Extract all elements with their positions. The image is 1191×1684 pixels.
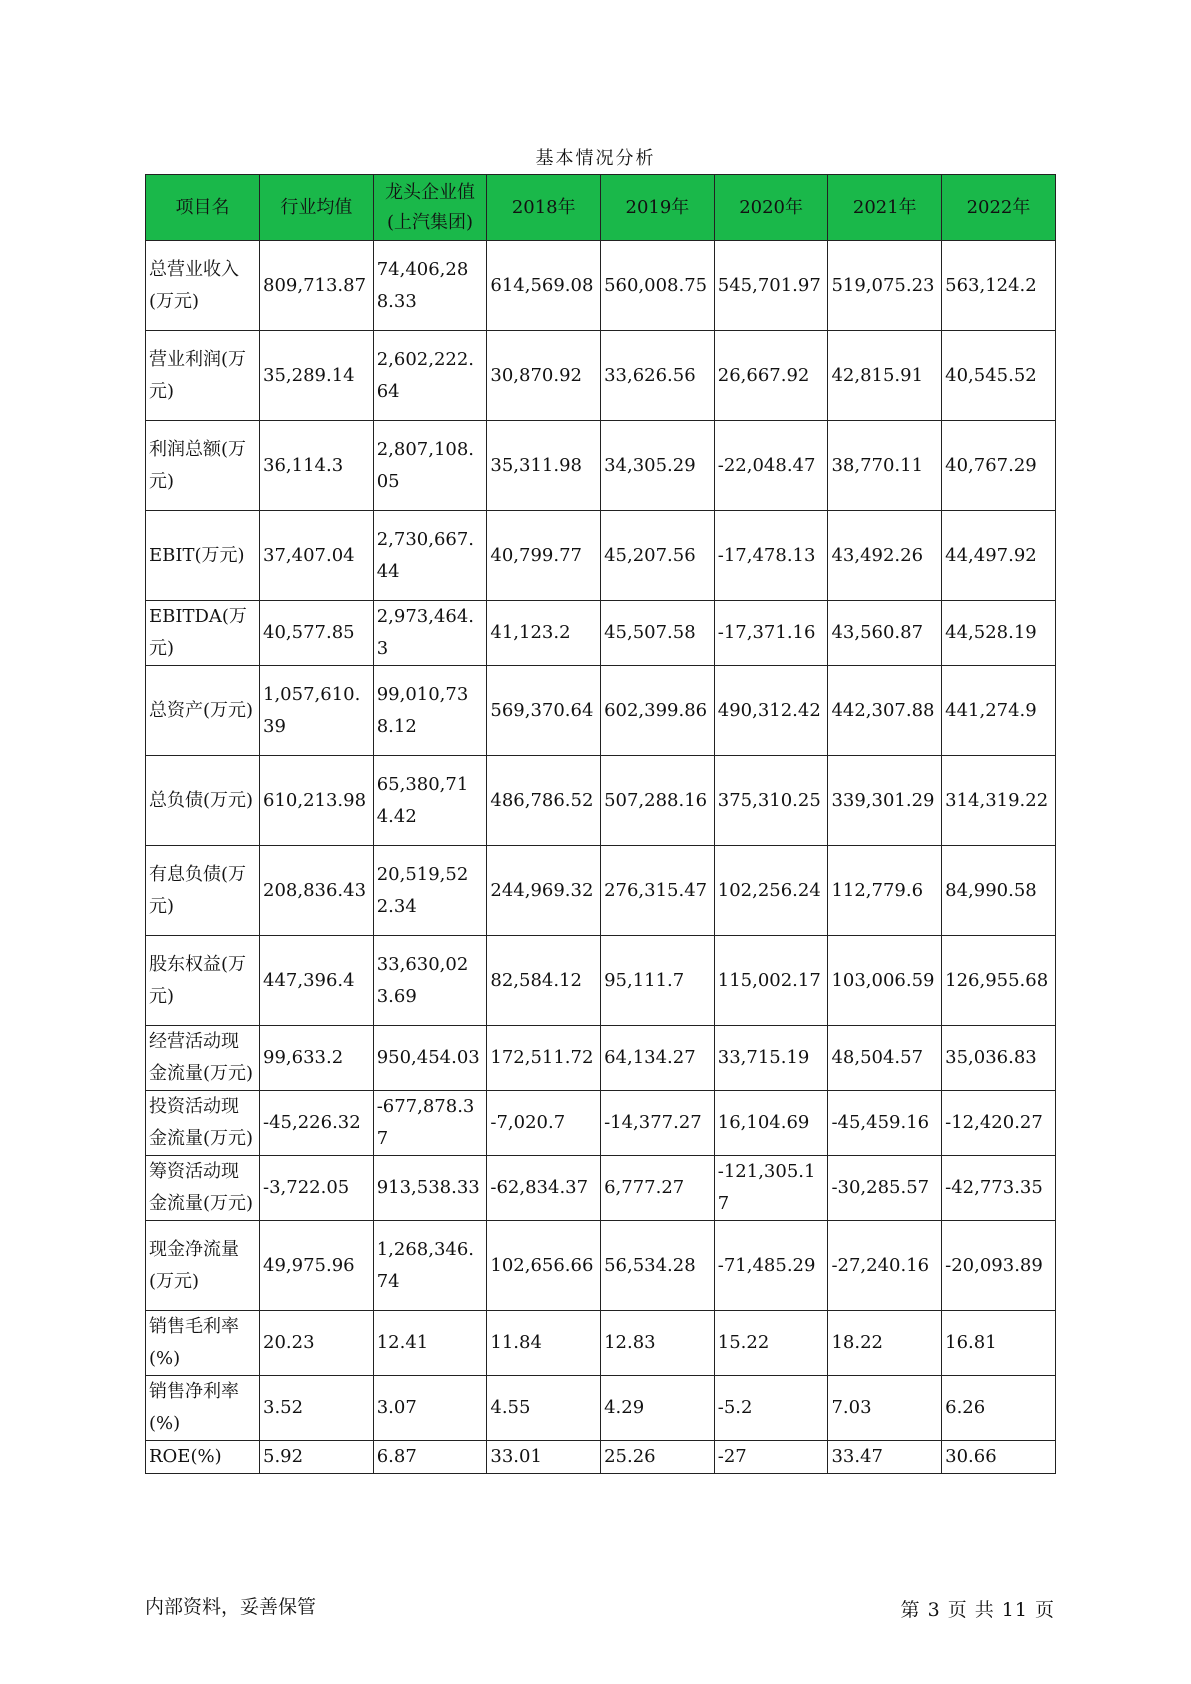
table-cell: 102,656.66 [487,1221,601,1311]
table-cell: 102,256.24 [714,846,828,936]
table-cell: 1,057,610.39 [260,666,374,756]
table-cell: 48,504.57 [828,1026,942,1091]
row-label: 总负债(万元) [146,756,260,846]
table-cell: -22,048.47 [714,421,828,511]
table-row [146,846,1056,936]
table-row [146,936,1056,1026]
table-row [146,1376,1056,1441]
row-label: 经营活动现金流量(万元) [146,1026,260,1091]
table-cell: 913,538.33 [373,1156,487,1221]
row-label: 营业利润(万元) [146,331,260,421]
table-cell: 25.26 [601,1441,715,1474]
table-cell: 18.22 [828,1311,942,1376]
row-label: 总资产(万元) [146,666,260,756]
table-row [146,666,1056,756]
table-cell: -71,485.29 [714,1221,828,1311]
table-row [146,421,1056,511]
page-title: 基本情况分析 [535,148,656,169]
table-cell: 64,134.27 [601,1026,715,1091]
row-label: 利润总额(万元) [146,421,260,511]
table-cell: 490,312.42 [714,666,828,756]
table-row [146,511,1056,601]
table-cell: 43,560.87 [828,601,942,666]
table-cell: 545,701.97 [714,241,828,331]
table-cell: 115,002.17 [714,936,828,1026]
table-cell: 33.01 [487,1441,601,1474]
table-cell: 314,319.22 [942,756,1056,846]
table-cell: 447,396.4 [260,936,374,1026]
table-cell: -12,420.27 [942,1091,1056,1156]
table-cell: 2,973,464.3 [373,601,487,666]
table-cell: 950,454.03 [373,1026,487,1091]
table-cell: 2,602,222.64 [373,331,487,421]
financial-table [145,174,1056,1474]
table-row [146,756,1056,846]
table-cell: 43,492.26 [828,511,942,601]
table-cell: -27 [714,1441,828,1474]
table-cell: 2,730,667.44 [373,511,487,601]
table-cell: 16,104.69 [714,1091,828,1156]
table-cell: 614,569.08 [487,241,601,331]
header-leader: 龙头企业值(上汽集团) [373,175,487,241]
table-body [146,241,1056,1474]
table-cell: 45,207.56 [601,511,715,601]
header-2021: 2021年 [828,175,942,241]
table-cell: 1,268,346.74 [373,1221,487,1311]
row-label: 股东权益(万元) [146,936,260,1026]
row-label: 现金净流量(万元) [146,1221,260,1311]
table-cell: 3.52 [260,1376,374,1441]
table-cell: 610,213.98 [260,756,374,846]
footer-confidential: 内部资料，妥善保管 [145,1596,317,1618]
table-row [146,1311,1056,1376]
table-cell: -7,020.7 [487,1091,601,1156]
header-industry-avg: 行业均值 [260,175,374,241]
table-cell: 34,305.29 [601,421,715,511]
table-cell: 507,288.16 [601,756,715,846]
table-cell: -17,371.16 [714,601,828,666]
table-row [146,601,1056,666]
table-cell: -30,285.57 [828,1156,942,1221]
table-cell: -121,305.17 [714,1156,828,1221]
table-cell: 442,307.88 [828,666,942,756]
table-cell: 33,715.19 [714,1026,828,1091]
table-row [146,1221,1056,1311]
row-label: ROE(%) [146,1441,260,1474]
table-cell: 99,633.2 [260,1026,374,1091]
table-cell: 519,075.23 [828,241,942,331]
table-cell: 33,626.56 [601,331,715,421]
table-cell: 172,511.72 [487,1026,601,1091]
table-cell: 84,990.58 [942,846,1056,936]
table-row [146,1156,1056,1221]
table-cell: 11.84 [487,1311,601,1376]
table-cell: 37,407.04 [260,511,374,601]
row-label: 投资活动现金流量(万元) [146,1091,260,1156]
table-cell: -3,722.05 [260,1156,374,1221]
table-cell: 33.47 [828,1441,942,1474]
table-cell: 20,519,522.34 [373,846,487,936]
table-cell: 6.87 [373,1441,487,1474]
table-cell: 375,310.25 [714,756,828,846]
table-cell: -45,226.32 [260,1091,374,1156]
table-cell: 30.66 [942,1441,1056,1474]
header-2019: 2019年 [601,175,715,241]
header-2020: 2020年 [714,175,828,241]
row-label: 有息负债(万元) [146,846,260,936]
table-cell: 49,975.96 [260,1221,374,1311]
table-cell: 103,006.59 [828,936,942,1026]
table-cell: 95,111.7 [601,936,715,1026]
table-cell: 99,010,738.12 [373,666,487,756]
table-cell: -27,240.16 [828,1221,942,1311]
table-cell: 12.41 [373,1311,487,1376]
table-cell: 276,315.47 [601,846,715,936]
table-cell: 112,779.6 [828,846,942,936]
table-row [146,1441,1056,1474]
header-item: 项目名 [146,175,260,241]
table-cell: 12.83 [601,1311,715,1376]
table-cell: -62,834.37 [487,1156,601,1221]
table-cell: 41,123.2 [487,601,601,666]
header-2018: 2018年 [487,175,601,241]
table-cell: 569,370.64 [487,666,601,756]
table-cell: 30,870.92 [487,331,601,421]
table-cell: 38,770.11 [828,421,942,511]
table-row [146,1026,1056,1091]
table-cell: 42,815.91 [828,331,942,421]
table-cell: 82,584.12 [487,936,601,1026]
table-cell: 6.26 [942,1376,1056,1441]
table-cell: 6,777.27 [601,1156,715,1221]
table-cell: 3.07 [373,1376,487,1441]
table-cell: -17,478.13 [714,511,828,601]
table-cell: 40,577.85 [260,601,374,666]
table-row [146,1091,1056,1156]
table-cell: -677,878.37 [373,1091,487,1156]
table-cell: 4.55 [487,1376,601,1441]
table-cell: 208,836.43 [260,846,374,936]
table-cell: 486,786.52 [487,756,601,846]
table-cell: -45,459.16 [828,1091,942,1156]
table-cell: 65,380,714.42 [373,756,487,846]
table-cell: -5.2 [714,1376,828,1441]
table-cell: 560,008.75 [601,241,715,331]
footer-page-number: 第 3 页 共 11 页 [900,1599,1055,1621]
table-cell: 244,969.32 [487,846,601,936]
table-cell: 441,274.9 [942,666,1056,756]
table-cell: 35,036.83 [942,1026,1056,1091]
table-cell: 74,406,288.33 [373,241,487,331]
table-cell: 36,114.3 [260,421,374,511]
row-label: EBIT(万元) [146,511,260,601]
table-cell: 40,767.29 [942,421,1056,511]
header-row [146,175,1056,241]
row-label: 总营业收入(万元) [146,241,260,331]
table-cell: 5.92 [260,1441,374,1474]
table-cell: 40,799.77 [487,511,601,601]
table-cell: 7.03 [828,1376,942,1441]
table-cell: 35,289.14 [260,331,374,421]
table-cell: 15.22 [714,1311,828,1376]
table-cell: 339,301.29 [828,756,942,846]
table-cell: 44,497.92 [942,511,1056,601]
table-header [146,175,1056,241]
table-cell: 16.81 [942,1311,1056,1376]
table-cell: 4.29 [601,1376,715,1441]
table-cell: 33,630,023.69 [373,936,487,1026]
table-cell: 44,528.19 [942,601,1056,666]
row-label: 筹资活动现金流量(万元) [146,1156,260,1221]
table-cell: 563,124.2 [942,241,1056,331]
table-cell: 2,807,108.05 [373,421,487,511]
table-cell: -14,377.27 [601,1091,715,1156]
table-cell: 56,534.28 [601,1221,715,1311]
table-cell: 35,311.98 [487,421,601,511]
table-row [146,331,1056,421]
table-cell: 809,713.87 [260,241,374,331]
table-cell: -42,773.35 [942,1156,1056,1221]
table-cell: 45,507.58 [601,601,715,666]
table-cell: -20,093.89 [942,1221,1056,1311]
table-cell: 26,667.92 [714,331,828,421]
table-cell: 126,955.68 [942,936,1056,1026]
table-cell: 40,545.52 [942,331,1056,421]
table-cell: 602,399.86 [601,666,715,756]
table-row [146,241,1056,331]
header-2022: 2022年 [942,175,1056,241]
row-label: 销售净利率(%) [146,1376,260,1441]
row-label: EBITDA(万元) [146,601,260,666]
table-cell: 20.23 [260,1311,374,1376]
row-label: 销售毛利率(%) [146,1311,260,1376]
